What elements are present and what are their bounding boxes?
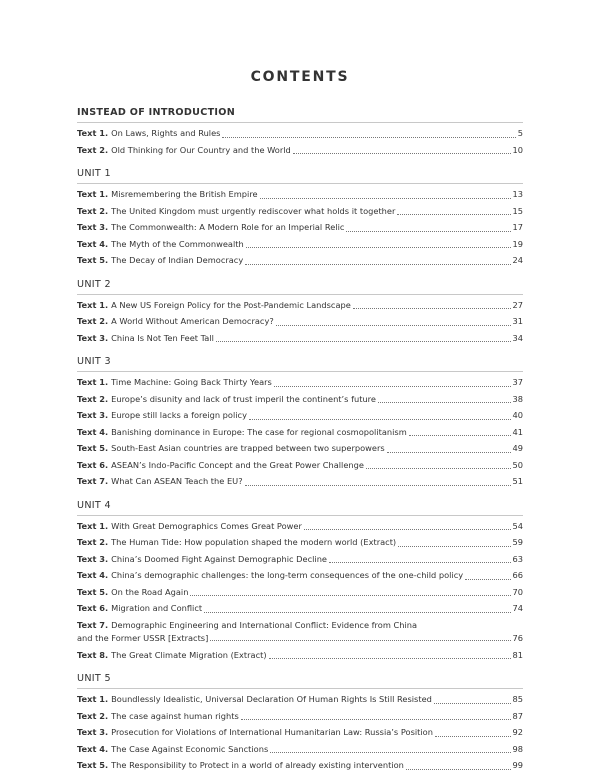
entry-title: China’s Doomed Fight Against Demographic Decline (111, 553, 328, 564)
entry-label: Text 7. (77, 476, 109, 486)
dot-leader (435, 736, 511, 737)
dot-leader (397, 214, 510, 215)
dot-leader (276, 325, 511, 326)
toc-section (77, 167, 523, 269)
dot-leader (398, 546, 510, 547)
dot-leader (304, 529, 511, 530)
dot-leader (245, 485, 511, 486)
dot-leader (270, 752, 510, 753)
entry-label: Text 2. (77, 393, 109, 404)
dot-leader (409, 435, 511, 436)
entry-label: Text 3. (77, 222, 109, 232)
entry-label: Text 4. (77, 570, 109, 580)
entry-page-number: 63 (512, 553, 523, 564)
entry-title: Europe still lacks a foreign policy (111, 410, 247, 420)
entry-label: Text 7. (77, 619, 109, 630)
toc-entry[interactable] (77, 567, 523, 584)
entry-page-number: 17 (512, 222, 523, 232)
section-heading: UNIT 5 (77, 672, 523, 689)
toc-entry[interactable] (77, 551, 523, 568)
entry-label: Text 4. (77, 238, 109, 249)
entry-label: Text 1. (77, 299, 109, 310)
toc-entry[interactable] (77, 457, 523, 474)
dot-leader (293, 153, 511, 154)
entry-label: Text 2. (77, 205, 109, 216)
entry-page-number: 51 (512, 476, 523, 486)
entry-title: A New US Foreign Policy for the Post-Pandemic Landscape (111, 299, 351, 310)
dot-leader (346, 231, 510, 232)
entry-title: China’s demographic challenges: the long-term consequences of the one-child policy (111, 570, 464, 580)
toc-entry[interactable] (77, 236, 523, 253)
entry-title: On the Road Again (111, 586, 189, 597)
entry-page-number: 85 (512, 694, 523, 704)
entry-title: Demographic Engineering and International Conflict: Evidence from China (111, 619, 418, 630)
entry-title: Time Machine: Going Back Thirty Years (111, 377, 272, 387)
entry-page-number: 40 (512, 410, 523, 420)
entry-title: The Human Tide: How population shaped the modern world (Extract) (111, 537, 397, 547)
toc-entry[interactable] (77, 600, 523, 617)
toc-entry[interactable] (77, 297, 523, 314)
section-heading: UNIT 2 (77, 278, 523, 295)
toc-entry[interactable] (77, 125, 523, 142)
entry-title: A World Without American Democracy? (111, 316, 274, 326)
entry-title: Old Thinking for Our Country and the World (111, 144, 291, 155)
toc-entry[interactable] (77, 647, 523, 664)
toc-entry[interactable] (77, 724, 523, 741)
entry-page-number: 41 (512, 426, 523, 437)
toc-section (77, 499, 523, 664)
entry-page-number: 50 (512, 459, 523, 470)
entry-label: Text 2. (77, 537, 109, 547)
toc-entry[interactable] (77, 534, 523, 551)
dot-leader (204, 612, 510, 613)
section-heading: UNIT 3 (77, 355, 523, 372)
dot-leader (190, 595, 510, 596)
entry-label: Text 5. (77, 760, 109, 770)
dot-leader (434, 703, 511, 704)
entry-label: Text 5. (77, 443, 109, 453)
toc-entry[interactable] (77, 424, 523, 441)
section-heading: UNIT 1 (77, 167, 523, 184)
dot-leader (210, 640, 510, 641)
toc-entry[interactable] (77, 617, 523, 647)
entry-title: The Myth of the Commonwealth (111, 238, 244, 249)
entry-label: Text 1. (77, 189, 109, 199)
entry-page-number: 98 (512, 743, 523, 754)
entry-title: On Laws, Rights and Rules (111, 128, 221, 138)
section-heading: UNIT 4 (77, 499, 523, 516)
entry-page-number: 19 (512, 238, 523, 249)
toc-entry[interactable] (77, 407, 523, 424)
entry-page-number: 34 (512, 332, 523, 343)
page-title: CONTENTS (250, 69, 350, 85)
entry-title: The Responsibility to Protect in a world of already existing intervention (111, 760, 404, 770)
entry-label: Text 3. (77, 332, 109, 343)
entry-page-number: 92 (512, 727, 523, 737)
dot-leader (353, 308, 511, 309)
entry-page-number: 70 (512, 586, 523, 597)
dot-leader (260, 198, 511, 199)
entry-label: Text 3. (77, 727, 109, 737)
entry-title: South-East Asian countries are trapped between two superpowers (111, 443, 385, 453)
toc-entry[interactable] (77, 691, 523, 708)
toc-entry[interactable] (77, 440, 523, 457)
entry-label: Text 1. (77, 520, 109, 531)
entry-page-number: 76 (512, 632, 523, 643)
dot-leader (366, 468, 511, 469)
entry-label: Text 2. (77, 316, 109, 326)
entry-page-number: 31 (512, 316, 523, 326)
entry-label: Text 6. (77, 459, 109, 470)
toc-entry[interactable] (77, 219, 523, 236)
toc-section (77, 278, 523, 347)
entry-page-number: 37 (512, 377, 523, 387)
dot-leader (387, 452, 511, 453)
entry-title: Europe’s disunity and lack of trust imperil the continent’s future (111, 393, 376, 404)
toc-section (77, 355, 523, 490)
entry-page-number: 49 (512, 443, 523, 453)
entry-title: With Great Demographics Comes Great Power (111, 520, 302, 531)
entry-page-number: 99 (512, 760, 523, 770)
toc-entry[interactable] (77, 584, 523, 601)
dot-leader (274, 386, 511, 387)
dot-leader (329, 562, 510, 563)
entry-title: The United Kingdom must urgently rediscover what holds it together (111, 205, 396, 216)
entry-title: Misremembering the British Empire (111, 189, 258, 199)
toc-entry[interactable] (77, 708, 523, 725)
entry-page-number: 66 (512, 570, 523, 580)
entry-label: Text 5. (77, 586, 109, 597)
entry-title: The Decay of Indian Democracy (111, 255, 244, 265)
entry-page-number: 87 (512, 710, 523, 721)
entry-title: Boundlessly Idealistic, Universal Declaration Of Human Rights Is Still Resisted (111, 694, 432, 704)
entry-label: Text 4. (77, 743, 109, 754)
entry-page-number: 24 (512, 255, 523, 265)
entry-page-number: 81 (512, 649, 523, 660)
entry-label: Text 2. (77, 144, 109, 155)
entry-page-number: 15 (512, 205, 523, 216)
entry-title: The Great Climate Migration (Extract) (111, 649, 267, 660)
entry-title: The case against human rights (111, 710, 239, 721)
toc-entry[interactable] (77, 473, 523, 490)
toc-entry[interactable] (77, 518, 523, 535)
entry-page-number: 59 (512, 537, 523, 547)
toc-entry[interactable] (77, 757, 523, 774)
dot-leader (406, 769, 511, 770)
entry-label: Text 5. (77, 255, 109, 265)
toc-entry[interactable] (77, 741, 523, 758)
entry-page-number: 5 (517, 128, 523, 138)
dot-leader (222, 137, 515, 138)
entry-label: Text 3. (77, 410, 109, 420)
entry-page-number: 27 (512, 299, 523, 310)
dot-leader (241, 719, 511, 720)
section-heading: INSTEAD OF INTRODUCTION (77, 106, 523, 123)
dot-leader (378, 402, 511, 403)
entry-page-number: 13 (512, 189, 523, 199)
dot-leader (246, 247, 511, 248)
toc-section (77, 106, 523, 158)
entry-label: Text 1. (77, 128, 109, 138)
entry-title: ASEAN’s Indo-Pacific Concept and the Great Power Challenge (111, 459, 364, 470)
entry-label: Text 6. (77, 603, 109, 613)
dot-leader (216, 341, 511, 342)
toc-entry[interactable] (77, 330, 523, 347)
entry-title: Banishing dominance in Europe: The case for regional cosmopolitanism (111, 426, 407, 437)
entry-title: What Can ASEAN Teach the EU? (111, 476, 243, 486)
toc-entry[interactable] (77, 186, 523, 203)
dot-leader (465, 579, 510, 580)
table-of-contents (77, 106, 523, 774)
entry-title: The Commonwealth: A Modern Role for an Imperial Relic (111, 222, 345, 232)
entry-title: Migration and Conflict (111, 603, 203, 613)
toc-section (77, 672, 523, 774)
entry-title: The Case Against Economic Sanctions (111, 743, 269, 754)
entry-label: Text 8. (77, 649, 109, 660)
entry-page-number: 10 (512, 144, 523, 155)
entry-page-number: 54 (512, 520, 523, 531)
entry-page-number: 74 (512, 603, 523, 613)
toc-entry[interactable] (77, 142, 523, 159)
toc-entry[interactable] (77, 313, 523, 330)
entry-page-number: 38 (512, 393, 523, 404)
entry-title: Prosecution for Violations of International Humanitarian Law: Russia’s Position (111, 727, 433, 737)
entry-title: China Is Not Ten Feet Tall (111, 332, 214, 343)
toc-entry[interactable] (77, 374, 523, 391)
dot-leader (245, 264, 510, 265)
entry-label: Text 3. (77, 553, 109, 564)
entry-label: Text 4. (77, 426, 109, 437)
entry-label: Text 1. (77, 694, 109, 704)
toc-entry[interactable] (77, 391, 523, 408)
toc-entry[interactable] (77, 203, 523, 220)
toc-entry[interactable] (77, 252, 523, 269)
dot-leader (249, 419, 511, 420)
entry-label: Text 1. (77, 377, 109, 387)
dot-leader (269, 658, 511, 659)
entry-label: Text 2. (77, 710, 109, 721)
entry-title-continued: and the Former USSR [Extracts] (77, 632, 209, 643)
